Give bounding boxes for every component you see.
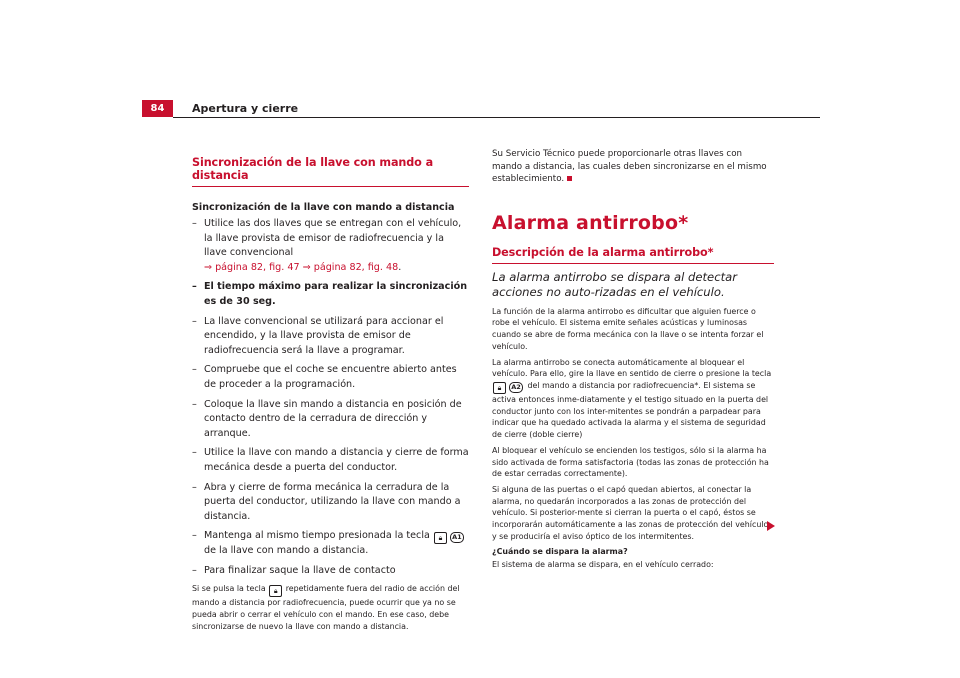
list-item: – Utilice las dos llaves que se entregan con el vehículo, la llave provista de emisor de radiofrecuencia y la llave convencional ⇒ página 82, fig. 47 ⇒ página 82, fig. 48. [192,218,462,273]
page-link[interactable]: ⇒ página 82, fig. 48 [302,261,399,273]
note-text: Si se pulsa la tecla 🔒︎ repetidamente fuera del radio de acción del mando a distancia por radiofrecuencia, puede ocurrir que ya no se pueda abrir o cerrar el vehículo con el mando. En ese caso, debe sincronizarse de nuevo la llave con mando a distancia. [192,584,460,632]
chapter-title: Alarma antirrobo* [492,211,689,234]
list-item: – El tiempo máximo para realizar la sincronización es de 30 seg. [192,281,468,307]
list-item: – Compruebe que el coche se encuentre abierto antes de proceder a la programación. [192,364,457,390]
question-heading: ¿Cuándo se dispara la alarma? [492,547,628,557]
body-text [492,306,774,571]
list-item: – Coloque la llave sin mando a distancia en posición de contacto dentro de la cerradura de dirección y arranque. [192,398,462,439]
section-heading-sync: Sincronización de la llave con mando a distancia [192,156,469,187]
section-heading-alarm: Descripción de la alarma antirrobo* [492,246,774,264]
paragraph: Si alguna de las puertas o el capó quedan abiertos, al conectar la alarma, no quedarán incorporados a las zonas de protección del vehículo. Si posterior-mente si cierran la puerta o el capó, éstos se incorporarán automáticamente a las zonas de protección del vehículo y se produciría el aviso óptico de los intermitentes. [492,484,769,541]
paragraph: El sistema de alarma se dispara, en el vehículo cerrado: [492,560,714,570]
page-number: 84 [142,100,173,117]
intro-paragraph: Su Servicio Técnico puede proporcionarle otras llaves con mando a distancia, las cuales deben sincronizarse en el mismo establecimiento. [492,149,767,185]
list-item: – Mantenga al mismo tiempo presionada la tecla 🔒︎ A1 de la llave con mando a distancia. [192,529,469,559]
padlock-icon: 🔒︎ [269,585,282,597]
padlock-icon: 🔒︎ [434,532,447,544]
padlock-icon: 🔒︎ [493,382,506,394]
callout-badge-a2: A2 [509,382,523,393]
header-title: Apertura y cierre [192,102,299,115]
arrow-right-icon [767,521,775,531]
list-item: – Abra y cierre de forma mecánica la cerradura de la puerta del conductor, utilizando la llave con mando a distancia. [192,481,461,522]
list-item: – Para finalizar saque la llave de contacto [192,564,396,576]
paragraph: La alarma antirrobo se conecta automáticamente al bloquear el vehículo. Para ello, gire la llave en sentido de cierre o presione la tecla 🔒︎ A2 del mando a distancia por radiofrecuencia*. El sistema se activa entonces inme-diatamente y el testigo situado en la puerta del conductor junto con los inter-mitentes se pondrán a parpadear para indicar que ha quedado activada la alarma y el sistema de seguridad de cierre (doble cierre) [492,357,772,440]
paragraph: Al bloquear el vehículo se encienden los testigos, sólo si la alarma ha sido activada de forma satisfactoria (todas las zonas de protección ha de estar cerradas correctamente). [492,445,769,479]
end-marker [567,176,572,181]
left-column [192,148,469,633]
sub-heading-sync: Sincronización de la llave con mando a distancia [192,202,455,213]
step-list [192,217,469,578]
page-link[interactable]: ⇒ página 82, fig. 47 [204,261,300,273]
list-item: – La llave convencional se utilizará para accionar el encendido, y la llave provista de emisor de radiofrecuencia será la llave a programar. [192,315,444,356]
callout-badge-a1: A1 [450,532,464,543]
list-item: – Utilice la llave con mando a distancia y cierre de forma mecánica desde a puerta del conductor. [192,447,469,473]
header-rule [173,117,820,118]
lead-paragraph: La alarma antirrobo se dispara al detectar acciones no auto-rizadas en el vehículo. [492,269,737,299]
paragraph: La función de la alarma antirrobo es dificultar que alguien fuerce o robe el vehículo. El sistema emite señales acústicas y luminosas cuando se abre de forma mecánica con la llave o se intenta forzar el vehículo. [492,306,764,351]
right-column [492,148,774,575]
